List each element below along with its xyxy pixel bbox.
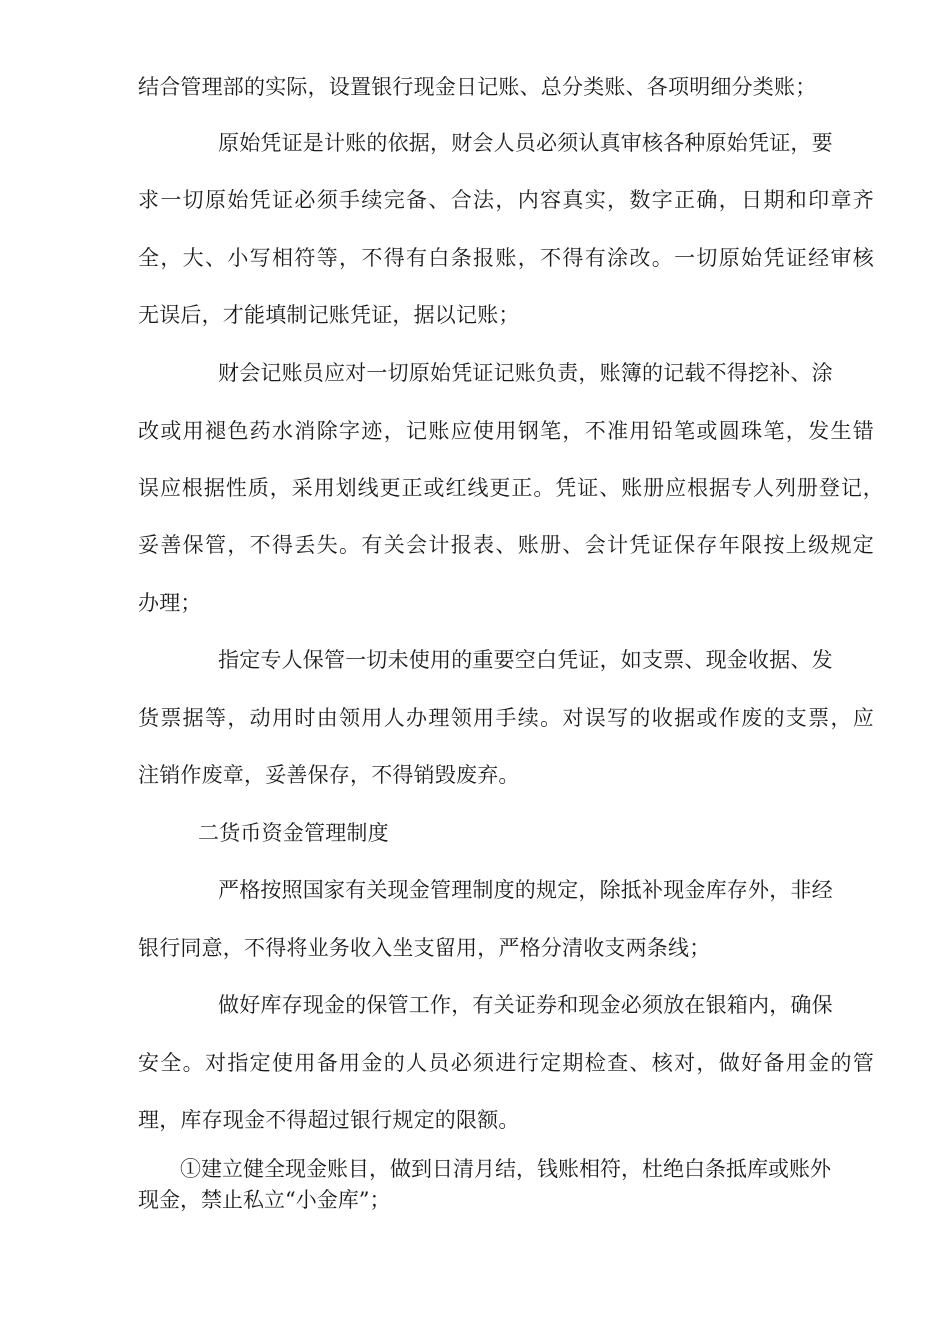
paragraph-line: 改或用褪色药水消除字迹，记账应使用钢笔，不准用铅笔或圆珠笔，发生错 — [138, 419, 874, 443]
paragraph-line: 注销作废章，妥善保存，不得销毁废弃。 — [138, 763, 520, 787]
paragraph-line: 办理； — [138, 591, 202, 615]
paragraph-line: 严格按照国家有关现金管理制度的规定，除抵补现金库存外，非经 — [218, 878, 833, 902]
paragraph-line: 做好库存现金的保管工作，有关证券和现金必须放在银箱内，确保 — [218, 993, 833, 1017]
paragraph-line: 无误后，才能填制记账凭证，据以记账； — [138, 303, 520, 327]
paragraph-line: 财会记账员应对一切原始凭证记账负责，账簿的记载不得挖补、涂 — [218, 361, 833, 385]
paragraph-line: 安全。对指定使用备用金的人员必须进行定期检查、核对，做好备用金的管 — [138, 1051, 874, 1075]
paragraph-line: 原始凭证是计账的依据，财会人员必须认真审核各种原始凭证，要 — [218, 131, 833, 155]
paragraph-line: 货票据等，动用时由领用人办理领用手续。对误写的收据或作废的支票，应 — [138, 706, 874, 730]
paragraph-line: 妥善保管，不得丢失。有关会计报表、账册、会计凭证保存年限按上级规定 — [138, 533, 874, 557]
paragraph-line: 求一切原始凭证必须手续完备、合法，内容真实，数字正确，日期和印章齐 — [138, 188, 874, 212]
section-heading: 二货币资金管理制度 — [198, 821, 389, 845]
paragraph-line: 理，库存现金不得超过银行规定的限额。 — [138, 1108, 520, 1132]
list-item-line: ①建立健全现金账目，做到日清月结，钱账相符，杜绝白条抵库或账外 — [180, 1157, 831, 1181]
paragraph-line: 误应根据性质，采用划线更正或红线更正。凭证、账册应根据专人列册登记， — [138, 476, 884, 500]
paragraph-line: 结合管理部的实际，设置银行现金日记账、总分类账、各项明细分类账； — [138, 75, 817, 99]
list-item-line: 现金，禁止私立“小金库”； — [138, 1188, 391, 1212]
paragraph-line: 指定专人保管一切未使用的重要空白凭证，如支票、现金收据、发 — [218, 648, 833, 672]
paragraph-line: 全，大、小写相符等，不得有白条报账，不得有涂改。一切原始凭证经审核 — [138, 246, 874, 270]
paragraph-line: 银行同意，不得将业务收入坐支留用，严格分清收支两条线； — [138, 936, 711, 960]
